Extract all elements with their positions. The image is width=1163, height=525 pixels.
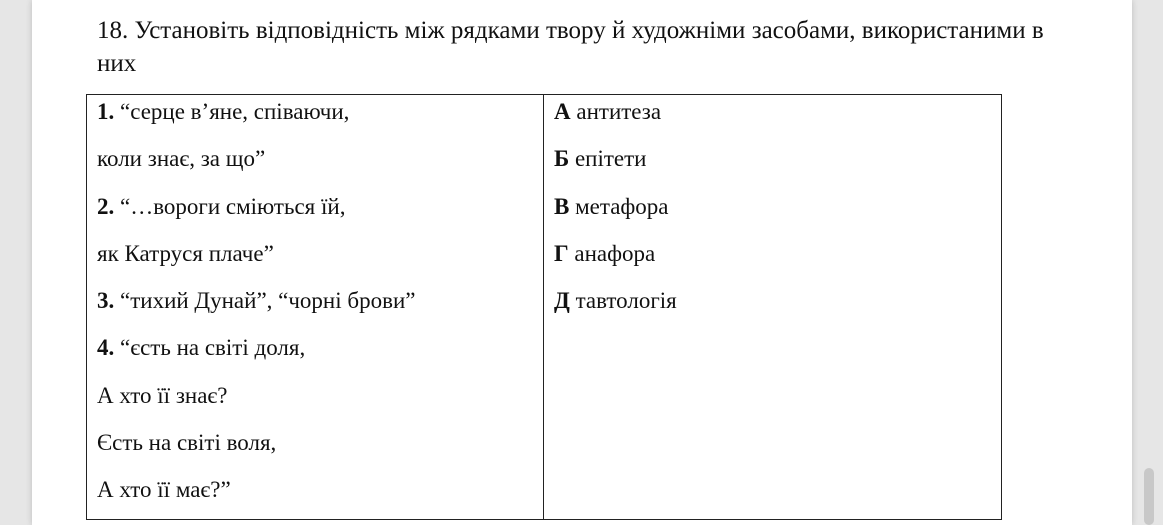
- option-text: антитеза: [570, 99, 662, 124]
- quote-line: [97, 284, 543, 331]
- quotes-column: [87, 95, 544, 519]
- question-text: 18. Установіть відповідність між рядками твору й художніми засобами, використаними в них: [97, 17, 1044, 77]
- quote-text: “єсть на світі доля,: [114, 335, 306, 361]
- option-text: епітети: [569, 146, 647, 172]
- vertical-scrollbar-thumb[interactable]: [1144, 468, 1154, 525]
- quote-text: Єсть на світі воля,: [97, 430, 277, 456]
- devices-column: [544, 95, 1001, 519]
- option-line: [554, 95, 1001, 142]
- option-letter: А: [554, 99, 571, 124]
- quote-line: [97, 331, 543, 378]
- quote-text: “серце в’яне, співаючи,: [114, 99, 350, 124]
- option-line: [554, 284, 1001, 331]
- option-text: тавтологія: [569, 288, 677, 314]
- quote-line: [97, 473, 543, 520]
- quote-text: “тихий Дунай”, “чорні брови”: [114, 288, 416, 314]
- matching-table: [86, 94, 1002, 520]
- quote-line: [97, 142, 543, 189]
- option-letter: Г: [554, 240, 569, 266]
- option-line: [554, 190, 1001, 237]
- document-page: [32, 0, 1132, 525]
- quote-number: 2.: [97, 193, 115, 219]
- quote-text: А хто її має?”: [97, 477, 231, 503]
- quote-text: як Катруся плаче”: [97, 240, 274, 266]
- option-letter: В: [554, 193, 570, 219]
- quote-text: “…вороги сміються їй,: [114, 193, 346, 219]
- option-line: [554, 142, 1001, 189]
- quote-text: А хто її знає?: [97, 382, 228, 408]
- quote-number: 1.: [97, 99, 115, 124]
- option-line: [554, 237, 1001, 284]
- quote-line: [97, 237, 543, 284]
- quote-number: 4.: [97, 335, 115, 361]
- quote-line: [97, 95, 543, 142]
- option-text: метафора: [569, 193, 669, 219]
- quote-text: коли знає, за що”: [97, 146, 266, 172]
- option-letter: Б: [554, 146, 570, 172]
- quote-line: [97, 426, 543, 473]
- quote-line: [97, 379, 543, 426]
- option-text: анафора: [568, 240, 656, 266]
- quote-number: 3.: [97, 288, 115, 314]
- option-letter: Д: [554, 288, 570, 314]
- quote-line: [97, 190, 543, 237]
